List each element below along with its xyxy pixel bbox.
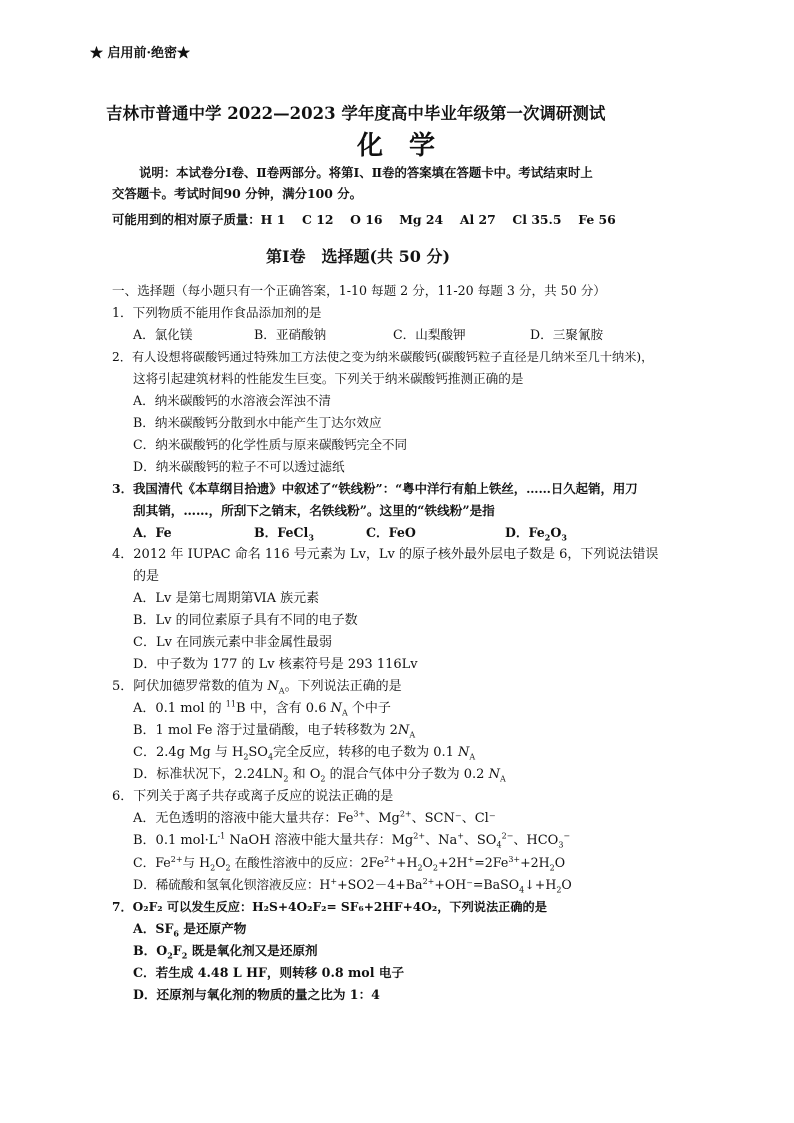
q4-option-d: D．中子数为 177 的 Lv 核素符号是 293 116Lv	[133, 657, 418, 672]
section-intro: 一、选择题（每小题只有一个正确答案，1-10 每题 2 分，11-20 每题 3 分，共 50 分）	[112, 283, 606, 298]
q3-option-d: D．$Fe_2O_3$	[505, 525, 567, 543]
q3-option-c: C．FeO	[366, 525, 416, 540]
instructions-line1: 说明：本试卷分Ⅰ卷、Ⅱ卷两部分。将第Ⅰ、Ⅱ卷的答案填在答题卡中。考试结束时上	[139, 165, 593, 180]
q2-stem-line2: 这将引起建筑材料的性能发生巨变。下列关于纳米碳酸钙推测正确的是	[133, 371, 524, 386]
q4-option-b: B．Lv 的同位素原子具有不同的电子数	[133, 613, 358, 628]
q4-stem-line2: 的是	[133, 569, 160, 584]
q7-option-c: C．若生成 4.48 L HF，则转移 0.8 mol 电子	[133, 965, 405, 980]
q3-stem-line2: 刮其销，……，所刮下之销末，名铁线粉”。这里的“铁线粉”是指	[133, 503, 495, 518]
q3-stem-line1: 3．我国清代《本草纲目拾遗》中叙述了“铁线粉”：“粤中洋行有舶上铁丝，……日久起销，用刀	[112, 481, 638, 496]
q1-stem: 1．下列物质不能用作食品添加剂的是	[112, 305, 322, 320]
q1-option-b: B．亚硝酸钠	[254, 327, 327, 342]
q7-option-a: A．$SF_6$ 是还原产物	[133, 921, 247, 939]
q3-option-a: A．Fe	[133, 525, 172, 540]
q6-option-d: D．稀硫酸和氢氧化钡溶液反应：$H^++SO2-4+Ba^{2+}+OH^-=BaSO_4↓+H_2O$	[133, 876, 572, 895]
q5-option-b: B．1 mol Fe 溶于过量硝酸，电子转移数为 $2N_A$	[133, 723, 416, 740]
q4-option-c: C．Lv 在同族元素中非金属性最弱	[133, 635, 333, 650]
q5-option-c: C．2.4g Mg 与 $H_2SO_4$完全反应，转移的电子数为 0.1 $N_A$	[133, 745, 476, 762]
q2-option-a: A．纳米碳酸钙的水溶液会浑浊不清	[133, 393, 332, 408]
q2-stem-line1: 2．有人设想将碳酸钙通过特殊加工方法使之变为纳米碳酸钙(碳酸钙粒子直径是几纳米至几十纳米)，	[112, 350, 654, 364]
q2-option-c: C．纳米碳酸钙的化学性质与原来碳酸钙完全不同	[133, 437, 408, 452]
q2-option-b: B．纳米碳酸钙分散到水中能产生丁达尔效应	[133, 415, 382, 430]
section-title: 第Ⅰ卷 选择题(共 50 分)	[266, 247, 451, 266]
q4-option-a: A．Lv 是第七周期第ⅥA 族元素	[133, 591, 320, 606]
q6-option-b: B．0.1 $mol\cdot L^{-1}$ NaOH 溶液中能大量共存：$Mg^{2+}$、Na+、$SO_4^{2-}$、$HCO_3^-$	[133, 831, 571, 850]
q1-option-c: C．山梨酸钾	[393, 327, 466, 342]
q1-option-d: D．三聚氰胺	[530, 327, 604, 342]
instructions-line2: 交答题卡。考试时间90 分钟，满分100 分。	[112, 186, 362, 201]
atomic-masses: 可能用到的相对原子质量：H 1 C 12 O 16 Mg 24 Al 27 Cl 35.5 Fe 56	[112, 212, 616, 227]
q5-option-a: A．0.1 mol 的 $^{11}$B 中，含有 0.6 $N_A$ 个中子	[133, 699, 391, 718]
q6-option-c: C．$Fe^{2+}$与 $H_2O_2$ 在酸性溶液中的反应：$2Fe^{2+}+H_2O_2+2H^+=2Fe^{3+}+2H_2O$	[133, 854, 566, 873]
q2-option-d: D．纳米碳酸钙的粒子不可以透过滤纸	[133, 459, 345, 474]
secret-mark: ★ 启用前·绝密★	[90, 46, 191, 61]
q5-stem: 5．阿伏加德罗常数的值为 $N_A$。下列说法正确的是	[112, 679, 402, 696]
q4-stem-line1: 4．2012 年 IUPAC 命名 116 号元素为 Lv，Lv 的原子核外最外层电子数是 6，下列说法错误	[112, 547, 659, 562]
subject-title: 化学	[357, 131, 462, 161]
q7-option-d: D．还原剂与氧化剂的物质的量之比为 1：4	[133, 987, 380, 1002]
q7-stem: 7．O₂F₂ 可以发生反应：H₂S+4O₂F₂= SF₆+2HF+4O₂，下列说法正确的是	[112, 900, 547, 914]
q1-option-a: A．氯化镁	[133, 327, 193, 342]
q6-option-a: A．无色透明的溶液中能大量共存：$Fe^{3+}$、$Mg^{2+}$、SCN⁻、Cl⁻	[133, 809, 496, 826]
q6-stem: 6．下列关于离子共存或离子反应的说法正确的是	[112, 789, 394, 804]
exam-title: 吉林市普通中学 2022—2023 学年度高中毕业年级第一次调研测试	[106, 104, 606, 123]
q5-option-d: D．标准状况下，$2.24LN_2$ 和 $O_2$ 的混合气体中分子数为 0.2 $N_A$	[133, 767, 506, 784]
q3-option-b: B．FeCl$_3$	[254, 525, 314, 543]
q7-option-b: B．$O_2F_2$ 既是氧化剂又是还原剂	[133, 943, 318, 961]
